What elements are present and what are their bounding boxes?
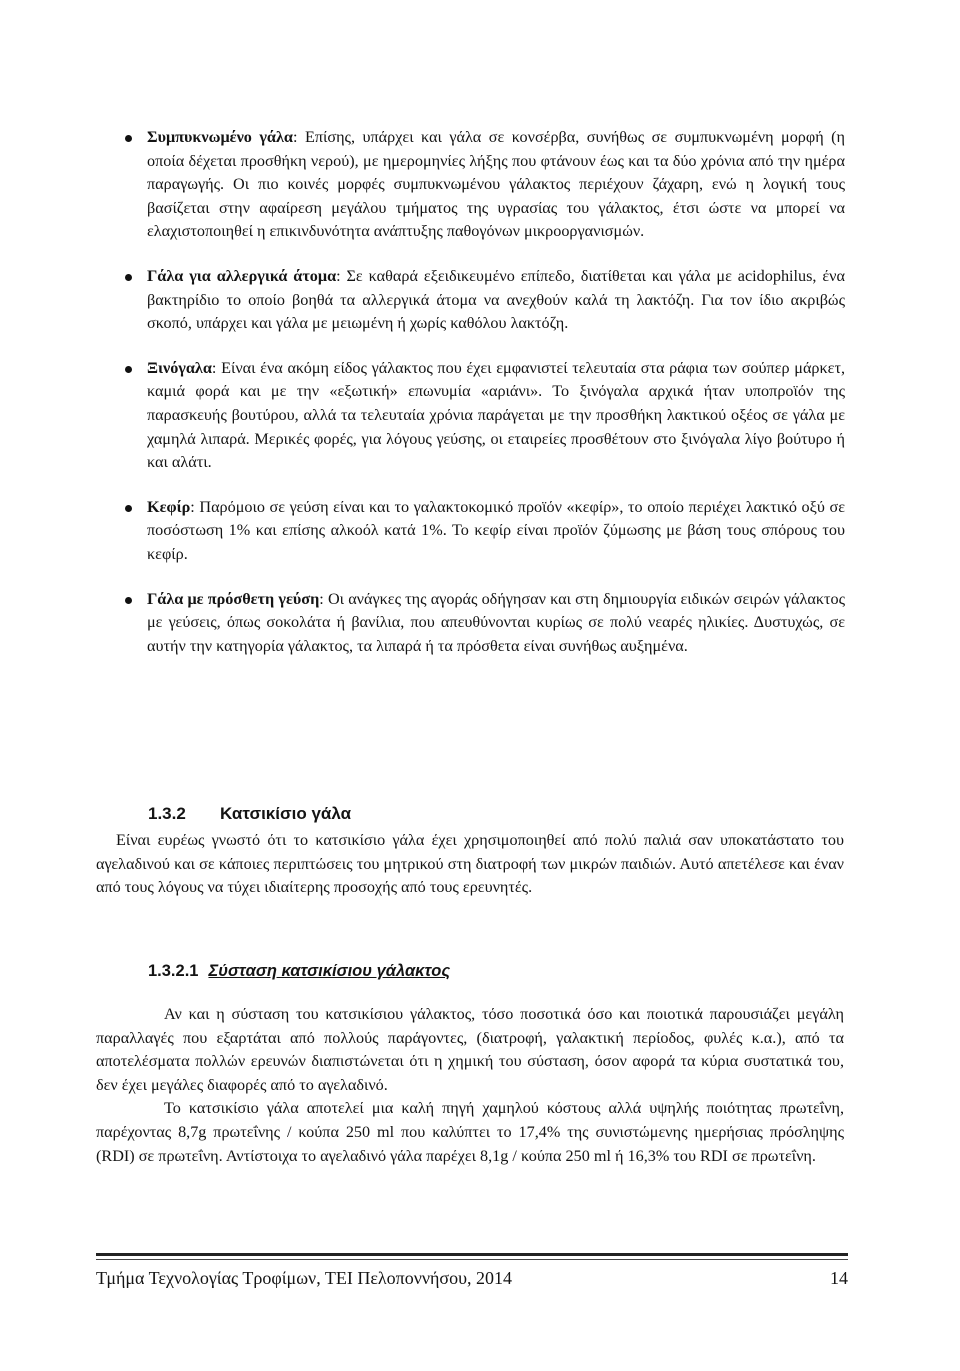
section-paragraph: Είναι ευρέως γνωστό ότι το κατσικίσιο γάλα έχει χρησιμοποιηθεί από πολύ παλιά σαν υποκατάστατο του αγελαδινού και σε κάποιες περιπτώσεις του μητρικού στη διατροφή των μικρών παιδιών. Αυτό απετέλεσε και έναν από τους λόγους να τύχει ιδιαίτερης προσοχής από τους ερευνητές. bbox=[96, 831, 844, 897]
footer-institution: Τμήμα Τεχνολογίας Τροφίμων, ΤΕΙ Πελοποννήσου, 2014 bbox=[96, 1268, 513, 1288]
bullet-item-buttermilk bbox=[125, 357, 845, 475]
subsection-composition bbox=[148, 962, 844, 981]
bullet-term: Γάλα με πρόσθετη γεύση bbox=[147, 589, 320, 608]
bullet-term: Γάλα για αλλεργικά άτομα bbox=[147, 266, 337, 285]
subsection-heading bbox=[148, 962, 844, 981]
bullet-separator: : bbox=[336, 266, 347, 285]
footer-rule-thin bbox=[96, 1259, 848, 1260]
bullet-term: Ξινόγαλα bbox=[147, 358, 212, 377]
bullet-separator: : bbox=[292, 128, 305, 146]
bullet-separator: : bbox=[211, 358, 222, 377]
bullet-text: Είναι ένα ακόμη είδος γάλακτος που έχει εμφανιστεί τελευταία στα ράφια των σούπερ μάρκετ, καμιά φορά και με την «εξωτική» επωνυμία «αριάνι». Το ξινόγαλα αρχικά ήταν υποπροϊόν της παρασκευής βουτύρου, αλλά τα τελευταία χρόνια παράγεται με την προσθήκη λακτικού οξέος σε γάλα με χαμηλά λιπαρά. Μερικές φορές, για λόγους γεύσης, οι εταιρείες προσθέτουν στο ξινόγαλα λίγο βούτυρο ή και αλάτι. bbox=[147, 358, 846, 472]
section-body bbox=[96, 829, 844, 900]
bullet-item-allergy-milk bbox=[125, 265, 845, 336]
bullet-item-condensed-milk bbox=[125, 126, 845, 244]
bullet-icon bbox=[125, 366, 132, 373]
bullet-text: Οι ανάγκες της αγοράς οδήγησαν και στη δημιουργία ειδικών σειρών γάλακτος με γεύσεις, όπως σοκολάτα ή βανίλια, που απευθύνονται κυρίως σε πολύ νεαρές ηλικίες. Δυστυχώς, σε αυτήν την κατηγορία γάλακτος, τα λιπαρά ή τα πρόσθετα είναι συνήθως αυξημένα. bbox=[147, 589, 846, 655]
section-number: 1.3.2 bbox=[148, 804, 186, 823]
bullet-list bbox=[125, 126, 845, 679]
bullet-term: Συμπυκνωμένο γάλα bbox=[147, 128, 293, 146]
bullet-term: Κεφίρ bbox=[147, 497, 191, 516]
subsection-paragraph-1: Αν και η σύσταση του κατσικίσιου γάλακτος, τόσο ποσοτικά όσο και ποιοτικά παρουσιάζει μεγάλη παραλλαγές που εξαρτάται από πολλούς παράγοντες, (διατροφή, γαλακτική περίοδος, φυλές κ.α.), από τα αποτελέσματα πολλών ερευνών διαπιστώνεται ότι η χημική του σύσταση, όσον αφορά τα κύρια συστατικά του, δεν έχει μεγάλες διαφορές από το αγελαδινό. bbox=[96, 1005, 844, 1094]
subsection-body bbox=[96, 1003, 844, 1168]
bullet-text: Σε καθαρά εξειδικευμένο επίπεδο, διατίθεται και γάλα με acidophilus, ένα βακτηρίδιο το οποίο βοηθά τα αλλεργικά άτομα να ανεχθούν καλά τη λακτόζη. Για τον ίδιο ακριβώς σκοπό, υπάρχει και γάλα με μειωμένη ή χωρίς καθόλου λακτόζη. bbox=[147, 266, 845, 333]
bullet-separator: : bbox=[319, 589, 328, 608]
bullet-item-kefir bbox=[125, 496, 845, 567]
footer-rule-thick bbox=[96, 1253, 848, 1256]
bullet-separator: : bbox=[190, 497, 200, 516]
page-number: 14 bbox=[830, 1268, 848, 1288]
bullet-item-flavored-milk bbox=[125, 588, 845, 659]
subsection-number: 1.3.2.1 bbox=[148, 962, 199, 980]
bullet-icon bbox=[125, 135, 132, 142]
section-heading bbox=[148, 804, 844, 824]
subsection-title: Σύσταση κατσικίσιου γάλακτος bbox=[208, 962, 451, 980]
bullet-text: Επίσης, υπάρχει και γάλα σε κονσέρβα, συνήθως σε συμπυκνωμένη μορφή (η οποία δέχεται προσθήκη νερού), με ημερομηνίες λήξης που φτάνουν έως και τα δύο χρόνια από την ημέρα παραγωγής. Οι πιο κοινές μορφές συμπυκνωμένου γάλακτος περιέχουν ζάχαρη, ενώ η λογική τους βασίζεται στην αφαίρεση μεγάλου τμήματος της υγρασίας του γάλακτος, έτσι ώστε να μπορεί να ελαχιστοποιηθεί η επικινδυνότητα ανάπτυξης παθογόνων μικροοργανισμών. bbox=[147, 128, 846, 241]
section-goat-milk bbox=[148, 804, 844, 824]
subsection-paragraph-2: Το κατσικίσιο γάλα αποτελεί μια καλή πηγή χαμηλού κόστους αλλά υψηλής ποιότητας πρωτεΐνη, παρέχοντας 8,7g πρωτεΐνης / κούπα 250 ml που καλύπτει το 17,4% της συνιστώμενης ημερήσιας πρόσληψης (RDI) σε πρωτεΐνη. Αντίστοιχα το αγελαδινό γάλα παρέχει 8,1g / κούπα 250 ml ή 16,3% του RDI σε πρωτεΐνη. bbox=[96, 1099, 844, 1165]
bullet-icon bbox=[125, 274, 132, 281]
bullet-icon bbox=[125, 505, 132, 512]
bullet-icon bbox=[125, 597, 132, 604]
bullet-text: Παρόμοιο σε γεύση είναι και το γαλακτοκομικό προϊόν «κεφίρ», το οποίο περιέχει λακτικό οξύ σε ποσόστωση 1% και επίσης αλκοόλ κατά 1%. Το κεφίρ είναι προϊόν ζύμωσης με βάση τους σπόρους του κεφίρ. bbox=[147, 497, 845, 563]
section-title: Κατσικίσιο γάλα bbox=[220, 804, 352, 823]
